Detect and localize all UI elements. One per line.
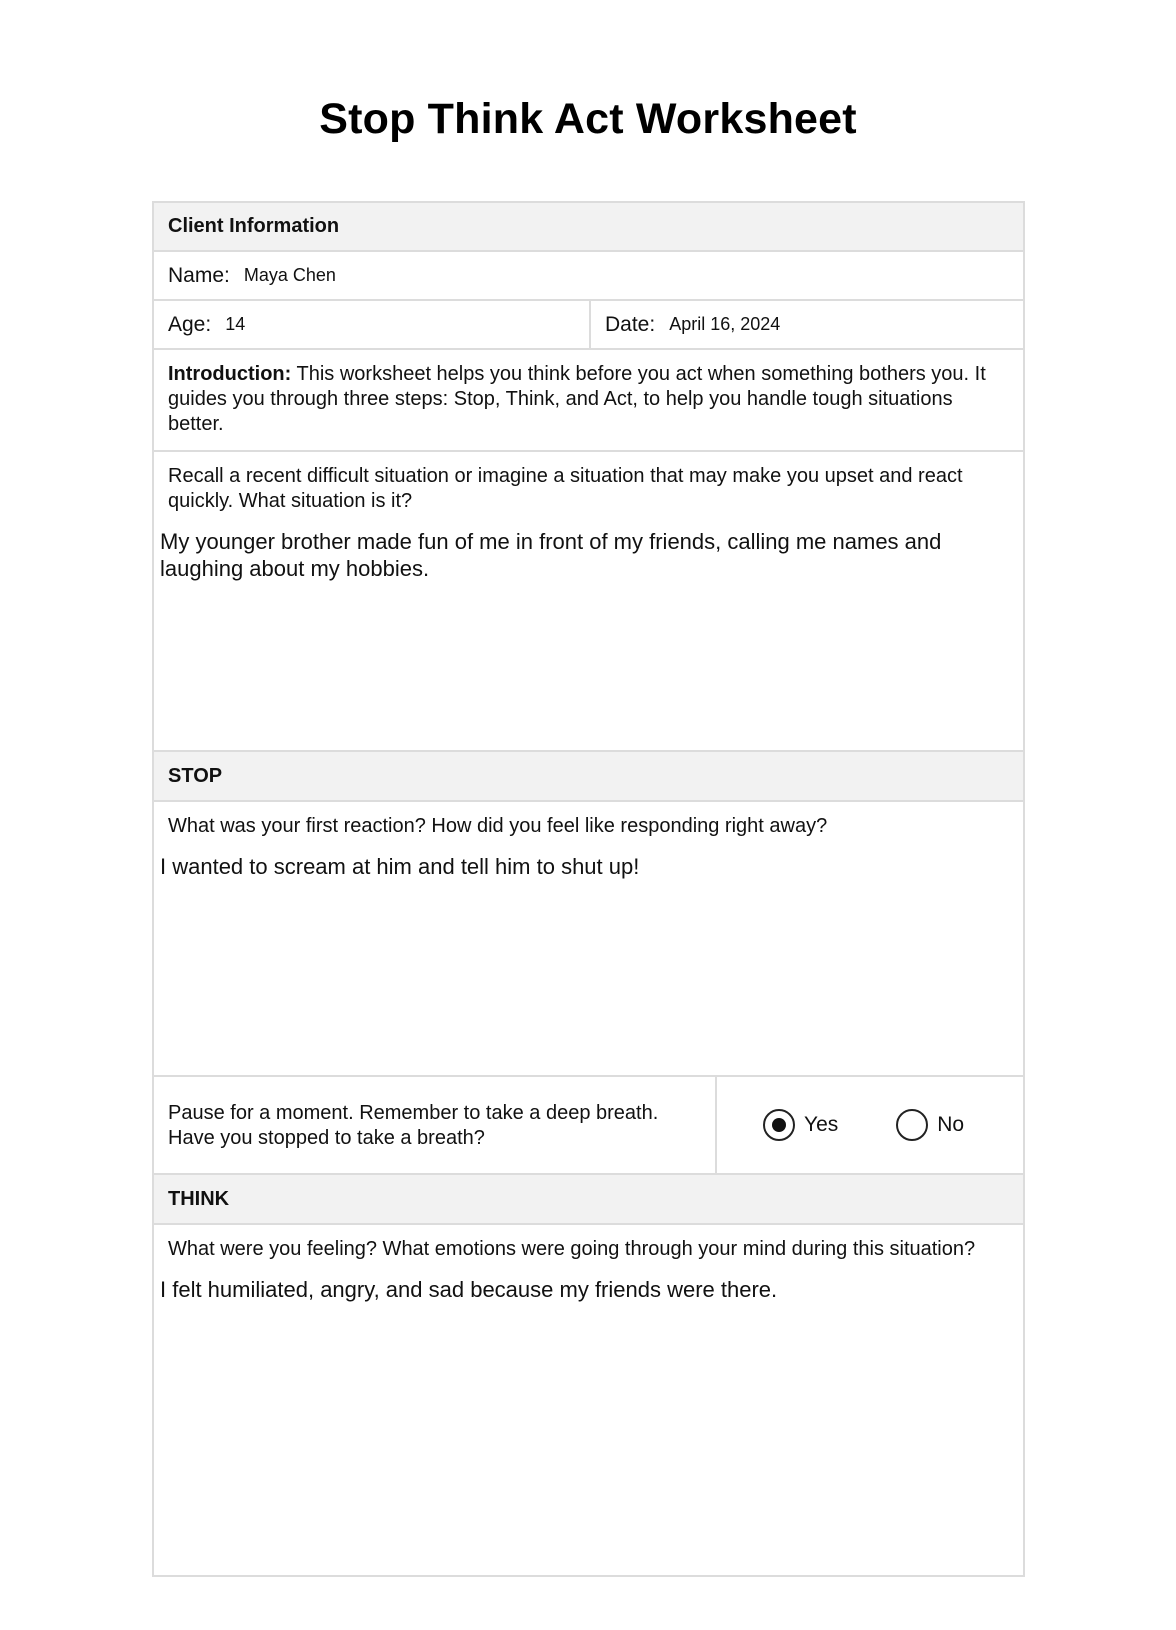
radio-checked-icon	[763, 1109, 795, 1141]
age-cell	[154, 301, 591, 348]
think-header-label: THINK	[168, 1187, 230, 1210]
yes-radio-label: Yes	[804, 1113, 839, 1136]
date-field[interactable]: April 16, 2024	[669, 314, 781, 334]
age-label: Age:	[168, 312, 212, 336]
age-date-row	[154, 301, 1023, 350]
reaction-prompt: What was your first reaction? How did you feel like responding right away?	[168, 815, 828, 837]
worksheet-form	[152, 201, 1025, 1577]
date-cell	[591, 301, 1023, 348]
radio-unchecked-icon	[896, 1109, 928, 1141]
situation-answer-field[interactable]: My younger brother made fun of me in front of my friends, calling me names and laughing about my hobbies.	[160, 529, 942, 581]
feeling-question	[154, 1225, 1023, 1575]
stop-header	[154, 752, 1023, 802]
introduction-label: Introduction:	[168, 363, 292, 385]
feeling-prompt: What were you feeling? What emotions were going through your mind during this situation?	[168, 1238, 976, 1260]
name-field[interactable]: Maya Chen	[243, 265, 336, 285]
introduction-text: This worksheet helps you think before you act when something bothers you. It guides you through three steps: Stop, Think, and Act, to help you handle tough situations better.	[168, 363, 986, 435]
age-field[interactable]: 14	[225, 314, 246, 334]
no-radio[interactable]	[896, 1109, 964, 1141]
situation-question	[154, 452, 1023, 752]
breath-options	[717, 1077, 1023, 1173]
breath-prompt: Pause for a moment. Remember to take a deep breath. Have you stopped to take a breath?	[154, 1077, 717, 1173]
feeling-answer-field[interactable]: I felt humiliated, angry, and sad because my friends were there.	[160, 1277, 778, 1302]
yes-radio[interactable]	[763, 1109, 838, 1141]
situation-prompt: Recall a recent difficult situation or imagine a situation that may make you upset and react quickly. What situation is it?	[168, 465, 963, 512]
name-label: Name:	[168, 263, 230, 287]
client-info-header	[154, 203, 1023, 252]
no-radio-label: No	[937, 1113, 965, 1136]
introduction	[154, 350, 1023, 452]
reaction-answer-field[interactable]: I wanted to scream at him and tell him to shut up!	[160, 854, 640, 879]
stop-header-label: STOP	[168, 764, 223, 787]
breath-question	[154, 1077, 1023, 1175]
page-title: Stop Think Act Worksheet	[319, 95, 857, 143]
think-header	[154, 1175, 1023, 1225]
date-label: Date:	[605, 312, 656, 336]
reaction-question	[154, 802, 1023, 1077]
name-row	[154, 252, 1023, 301]
client-info-header-label: Client Information	[168, 215, 340, 237]
